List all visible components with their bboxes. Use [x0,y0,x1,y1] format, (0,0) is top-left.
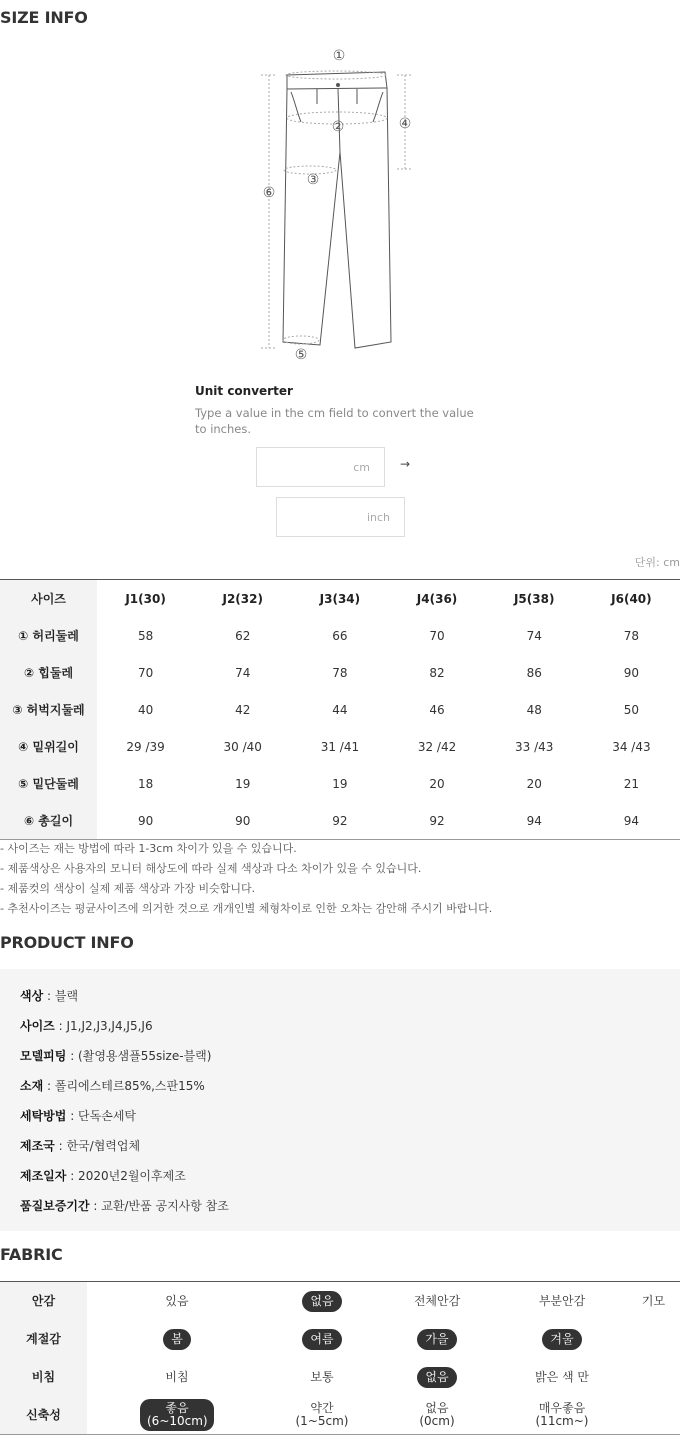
fabric-option-cell [377,1282,497,1321]
fabric-option-cell [377,1358,497,1396]
product-info-row [20,1107,136,1124]
measurement-value: 18 [137,776,154,791]
fabric-row [0,1282,680,1321]
fabric-row-label: 비침 [0,1358,87,1396]
measurement-value: 50 [623,702,640,717]
arrow-right-icon: → [400,457,411,471]
measurement-value: 92 [429,813,445,828]
size-column-header: J1(30) [125,591,166,606]
product-info-row [20,1137,140,1154]
fabric-option: 부분안감 [538,1293,586,1308]
measurement-value: 94 [623,813,640,828]
measurement-label: ⑤ 밑단둘레 [0,765,97,802]
product-info-row [20,1167,186,1184]
measurement-value: 19 [235,776,251,791]
fabric-row [0,1320,680,1358]
product-info-value: : 2020년2월이후제조 [70,1169,186,1183]
product-info-key: 제조국 [20,1139,55,1153]
table-row [0,654,680,691]
size-column-header: J2(32) [222,591,263,606]
unit-converter-description: Type a value in the cm field to convert the value to inches. [195,406,474,436]
measurement-value: 30 /40 [223,739,262,754]
fabric-option-cell [377,1396,497,1435]
measurement-value: 86 [526,665,542,680]
fabric-option: 기모 [641,1293,666,1308]
fabric-option-cell [627,1282,680,1321]
product-info-row [20,1197,229,1214]
inch-input[interactable] [276,497,405,537]
size-column-header: J4(36) [416,591,458,606]
product-info-key: 색상 [20,989,44,1003]
diagram-label-4: ④ [398,116,412,132]
fabric-option-cell [497,1282,627,1321]
product-info-row [20,987,78,1004]
diagram-label-3: ③ [306,172,320,188]
fabric-option-cell [87,1396,267,1435]
product-info-value: : 블랙 [47,989,79,1003]
fabric-option-cell [87,1320,267,1358]
product-info-key: 소재 [20,1079,44,1093]
diagram-label-1: ① [332,48,346,64]
fabric-option-selected: 겨울 [542,1329,581,1350]
product-info-key: 품질보증기간 [20,1199,90,1213]
product-info-value: : J1,J2,J3,J4,J5,J6 [58,1019,153,1033]
table-row [0,728,680,765]
fabric-option: 매우좋음 (11cm~) [535,1401,589,1428]
measurement-label: ⑥ 총길이 [0,802,97,840]
product-info-row [20,1017,153,1034]
measurement-value: 44 [332,702,348,717]
size-notes [0,841,492,921]
product-info-title: PRODUCT INFO [0,933,134,952]
fabric-option-cell [627,1396,680,1435]
unit-converter-title: Unit converter [195,384,293,398]
fabric-row-label: 안감 [0,1282,87,1321]
fabric-option-cell [267,1358,377,1396]
product-info-key: 모델피팅 [20,1049,67,1063]
size-table-header [0,580,680,618]
cm-input[interactable] [256,447,385,487]
measurement-value: 19 [332,776,348,791]
measurement-value: 58 [137,628,154,643]
fabric-option-cell [267,1320,377,1358]
table-row [0,765,680,802]
note-item: - 사이즈는 재는 방법에 따라 1-3cm 차이가 있을 수 있습니다. [0,842,297,855]
measurement-value: 21 [623,776,640,791]
measurement-value: 70 [137,665,154,680]
fabric-option: 약간 (1~5cm) [295,1401,349,1428]
fabric-row-label: 계절감 [0,1320,87,1358]
measurement-value: 78 [332,665,348,680]
measurement-value: 66 [332,628,348,643]
fabric-title: FABRIC [0,1245,63,1264]
measurement-label: ④ 밑위길이 [0,728,97,765]
fabric-row-label: 신축성 [0,1396,87,1435]
measurement-value: 90 [235,813,251,828]
measurement-value: 34 /43 [612,739,651,754]
product-info-value: : (촬영용샘플55size-블랙) [70,1049,212,1063]
product-info-value: : 폴리에스테르85%,스판15% [47,1079,205,1093]
diagram-label-5: ⑤ [294,347,308,363]
fabric-option: 전체안감 [413,1293,461,1308]
measurement-value: 94 [526,813,542,828]
measurement-label: ① 허리둘레 [0,617,97,654]
measurement-value: 70 [429,628,445,643]
table-row [0,802,680,840]
measurement-value: 20 [429,776,445,791]
size-column-header: J5(38) [513,591,555,606]
measurement-value: 74 [235,665,251,680]
size-table [0,579,680,840]
product-info-key: 제조일자 [20,1169,67,1183]
table-row [0,617,680,654]
fabric-option: 비침 [165,1369,189,1384]
measurement-value: 20 [526,776,542,791]
fabric-option: 밝은 색 만 [535,1369,589,1384]
fabric-option-selected: 없음 [417,1367,456,1388]
fabric-option-cell [267,1282,377,1321]
product-info-value: : 단독손세탁 [70,1109,137,1123]
measurement-value: 78 [623,628,640,643]
fabric-option-cell [497,1320,627,1358]
table-row [0,691,680,728]
product-info-value: : 교환/반품 공지사항 참조 [93,1199,229,1213]
fabric-row [0,1358,680,1396]
fabric-option-selected: 없음 [302,1291,341,1312]
fabric-option-cell [87,1358,267,1396]
fabric-option-selected: 좋음 (6~10cm) [140,1399,214,1431]
pants-diagram [255,42,425,367]
fabric-option-cell [497,1396,627,1435]
measurement-value: 90 [137,813,154,828]
measurement-value: 82 [429,665,445,680]
fabric-option-cell [627,1320,680,1358]
measurement-label: ③ 허벅지둘레 [0,691,97,728]
diagram-label-2: ② [331,119,345,135]
note-item: - 추천사이즈는 평균사이즈에 의거한 것으로 개개인별 체형차이로 인한 오차는 감안해 주시기 바랍니다. [0,902,493,915]
diagram-label-6: ⑥ [262,185,276,201]
product-info-key: 사이즈 [20,1019,55,1033]
size-header-label: 사이즈 [0,580,97,618]
measurement-value: 46 [429,702,445,717]
fabric-option-cell [267,1396,377,1435]
measurement-value: 31 /41 [320,739,360,754]
product-info-row [20,1047,211,1064]
measurement-value: 40 [137,702,154,717]
measurement-value: 29 /39 [126,739,165,754]
fabric-option: 없음 (0cm) [419,1401,455,1428]
fabric-option: 있음 [165,1293,189,1308]
measurement-value: 62 [235,628,251,643]
fabric-option-cell [87,1282,267,1321]
note-item: - 제품컷의 색상이 실제 제품 색상과 가장 비슷합니다. [0,882,256,895]
product-info-key: 세탁방법 [20,1109,67,1123]
unit-note: 단위: cm [634,556,680,569]
fabric-option-cell [377,1320,497,1358]
product-info-row [20,1077,205,1094]
fabric-row [0,1396,680,1435]
size-column-header: J6(40) [611,591,652,606]
product-info-value: : 한국/협력업체 [58,1139,141,1153]
fabric-option-selected: 여름 [302,1329,341,1350]
measurement-value: 92 [332,813,348,828]
fabric-table [0,1281,680,1435]
measurement-value: 42 [235,702,251,717]
note-item: - 제품색상은 사용자의 모니터 해상도에 따라 실제 색상과 다소 차이가 있을 수 있습니다. [0,862,422,875]
measurement-value: 33 /43 [515,739,554,754]
fabric-option: 보통 [310,1369,334,1384]
fabric-option-cell [497,1358,627,1396]
measurement-value: 48 [526,702,542,717]
measurement-value: 74 [526,628,542,643]
measurement-label: ② 힙둘레 [0,654,97,691]
size-info-title: SIZE INFO [0,8,88,27]
product-info-box [0,969,680,1231]
fabric-option-selected: 가을 [417,1329,456,1350]
fabric-option-cell [627,1358,680,1396]
size-column-header: J3(34) [319,591,361,606]
fabric-option-selected: 봄 [163,1329,191,1350]
measurement-value: 32 /42 [417,739,457,754]
measurement-value: 90 [623,665,640,680]
